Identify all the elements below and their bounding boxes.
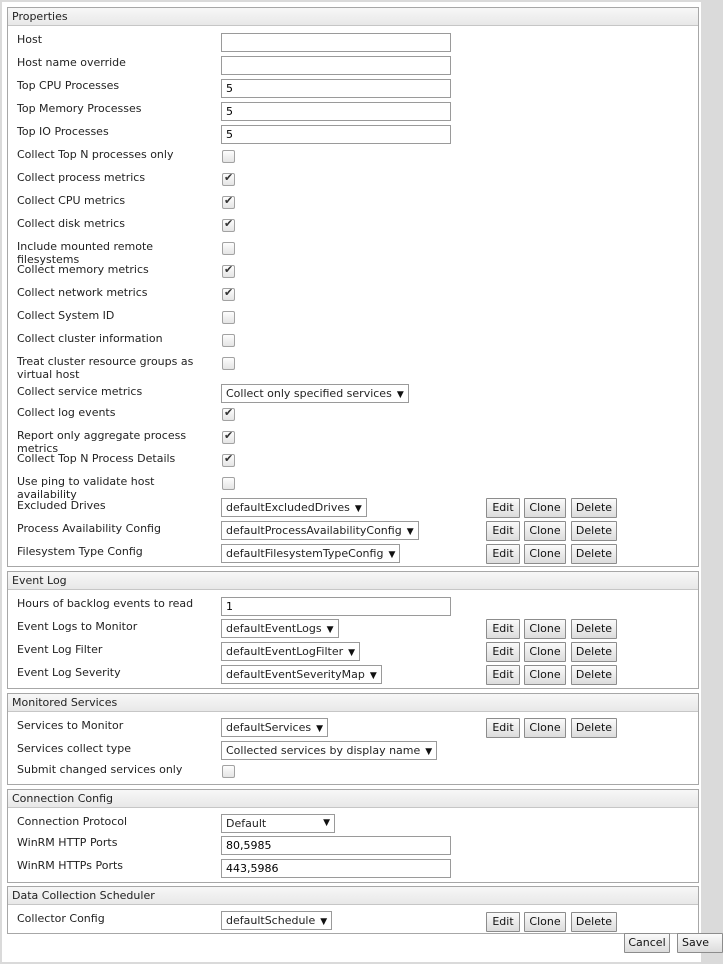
checkmark-icon: ✔ — [224, 171, 234, 184]
chevron-down-icon: ▼ — [326, 625, 334, 635]
checkmark-icon: ✔ — [224, 217, 234, 230]
collector-config-select[interactable] — [221, 911, 332, 930]
fs-type-edit-button[interactable]: Edit — [486, 544, 520, 564]
event-logs-clone-button[interactable]: Clone — [524, 619, 566, 639]
collector-config-value: defaultSchedule — [226, 914, 316, 927]
collect-log-label: Collect log events — [17, 406, 116, 419]
chevron-down-icon: ▼ — [354, 504, 362, 514]
collect-process-label: Collect process metrics — [17, 171, 146, 184]
excluded-drives-value: defaultExcludedDrives — [226, 501, 350, 514]
fs-type-select[interactable] — [221, 544, 400, 563]
event-logs-label: Event Logs to Monitor — [17, 620, 138, 633]
event-filter-select[interactable] — [221, 642, 360, 661]
services-delete-button[interactable]: Delete — [571, 718, 617, 738]
chevron-down-icon: ▼ — [425, 747, 433, 757]
protocol-label: Connection Protocol — [17, 815, 128, 828]
checkmark-icon: ✔ — [224, 429, 234, 442]
checkmark-icon: ✔ — [224, 452, 234, 465]
chevron-down-icon: ▼ — [406, 527, 414, 537]
collect-sysid-label: Collect System ID — [17, 309, 115, 322]
submit-changed-label: Submit changed services only — [17, 763, 183, 776]
chevron-down-icon: ▼ — [320, 917, 328, 927]
collect-cluster-checkbox[interactable] — [222, 334, 235, 347]
excluded-drives-label: Excluded Drives — [17, 499, 106, 512]
collect-service-select[interactable] — [221, 384, 409, 403]
chevron-down-icon: ▼ — [348, 648, 356, 658]
collect-cluster-label: Collect cluster information — [17, 332, 163, 345]
checkmark-icon: ✔ — [224, 194, 234, 207]
use-ping-label: Use ping to validate host availability — [17, 475, 155, 501]
chevron-down-icon: ▼ — [316, 724, 324, 734]
properties-header: Properties — [8, 8, 698, 26]
process-availability-select[interactable] — [221, 521, 419, 540]
include-mounted-label: Include mounted remote filesystems — [17, 240, 154, 266]
collect-sysid-checkbox[interactable] — [222, 311, 235, 324]
scheduler-section — [7, 886, 699, 934]
collect-network-label: Collect network metrics — [17, 286, 148, 299]
winrm-http-label: WinRM HTTP Ports — [17, 836, 118, 849]
checkmark-icon: ✔ — [224, 286, 234, 299]
protocol-select[interactable] — [221, 814, 335, 833]
event-logs-delete-button[interactable]: Delete — [571, 619, 617, 639]
event-log-header: Event Log — [8, 572, 698, 590]
connection-config-section — [7, 789, 699, 883]
event-logs-select[interactable] — [221, 619, 339, 638]
collect-topn-only-label: Collect Top N processes only — [17, 148, 174, 161]
monitored-services-section — [7, 693, 699, 785]
protocol-value: Default — [226, 817, 267, 830]
top-memory-input[interactable] — [221, 102, 451, 121]
excluded-drives-select[interactable] — [221, 498, 367, 517]
fs-type-clone-button[interactable]: Clone — [524, 544, 566, 564]
properties-section — [7, 7, 699, 567]
scheduler-header: Data Collection Scheduler — [8, 887, 698, 905]
collector-config-label: Collector Config — [17, 912, 105, 925]
process-availability-edit-button[interactable]: Edit — [486, 521, 520, 541]
collect-service-label: Collect service metrics — [17, 385, 143, 398]
collect-memory-label: Collect memory metrics — [17, 263, 149, 276]
collect-log-checkbox[interactable] — [222, 408, 235, 421]
connection-config-header: Connection Config — [8, 790, 698, 808]
collect-type-label: Services collect type — [17, 742, 131, 755]
event-filter-label: Event Log Filter — [17, 643, 103, 656]
services-select[interactable] — [221, 718, 328, 737]
backlog-label: Hours of backlog events to read — [17, 597, 194, 610]
services-value: defaultServices — [226, 721, 312, 734]
cancel-button[interactable]: Cancel — [624, 933, 670, 953]
top-cpu-input[interactable] — [221, 79, 451, 98]
fs-type-value: defaultFilesystemTypeConfig — [226, 547, 384, 560]
collect-disk-checkbox[interactable] — [222, 219, 235, 232]
host-label: Host — [17, 33, 43, 46]
event-severity-clone-button[interactable]: Clone — [524, 665, 566, 685]
excluded-drives-delete-button[interactable]: Delete — [571, 498, 617, 518]
checkmark-icon: ✔ — [224, 406, 234, 419]
collect-network-checkbox[interactable] — [222, 288, 235, 301]
event-logs-edit-button[interactable]: Edit — [486, 619, 520, 639]
event-filter-value: defaultEventLogFilter — [226, 645, 344, 658]
top-io-input[interactable] — [221, 125, 451, 144]
collect-service-value: Collect only specified services — [226, 387, 392, 400]
include-mounted-checkbox[interactable] — [222, 242, 235, 255]
report-aggregate-label: Report only aggregate process metrics — [17, 429, 187, 455]
monitored-services-header: Monitored Services — [8, 694, 698, 712]
collector-config-delete-button[interactable]: Delete — [571, 912, 617, 932]
host-input[interactable] — [221, 33, 451, 52]
excluded-drives-clone-button[interactable]: Clone — [524, 498, 566, 518]
event-logs-value: defaultEventLogs — [226, 622, 322, 635]
chevron-down-icon: ▼ — [388, 550, 396, 560]
services-clone-button[interactable]: Clone — [524, 718, 566, 738]
process-availability-value: defaultProcessAvailabilityConfig — [226, 524, 402, 537]
fs-type-delete-button[interactable]: Delete — [571, 544, 617, 564]
services-label: Services to Monitor — [17, 719, 124, 732]
event-filter-edit-button[interactable]: Edit — [486, 642, 520, 662]
host-override-input[interactable] — [221, 56, 451, 75]
event-severity-select[interactable] — [221, 665, 382, 684]
process-availability-delete-button[interactable]: Delete — [571, 521, 617, 541]
collect-disk-label: Collect disk metrics — [17, 217, 125, 230]
chevron-down-icon: ▼ — [369, 671, 377, 681]
process-availability-label: Process Availability Config — [17, 522, 161, 535]
services-edit-button[interactable]: Edit — [486, 718, 520, 738]
top-io-label: Top IO Processes — [17, 125, 109, 138]
report-aggregate-checkbox[interactable] — [222, 431, 235, 444]
chevron-down-icon: ▼ — [396, 390, 404, 400]
event-filter-delete-button[interactable]: Delete — [571, 642, 617, 662]
host-override-label: Host name override — [17, 56, 126, 69]
event-log-section — [7, 571, 699, 689]
checkmark-icon: ✔ — [224, 263, 234, 276]
process-availability-clone-button[interactable]: Clone — [524, 521, 566, 541]
treat-cluster-label: Treat cluster resource groups as virtual host — [17, 355, 194, 381]
submit-changed-checkbox[interactable] — [222, 765, 235, 778]
collect-cpu-checkbox[interactable] — [222, 196, 235, 209]
event-severity-edit-button[interactable]: Edit — [486, 665, 520, 685]
top-memory-label: Top Memory Processes — [17, 102, 142, 115]
fs-type-label: Filesystem Type Config — [17, 545, 143, 558]
collector-config-clone-button[interactable]: Clone — [524, 912, 566, 932]
backlog-input[interactable] — [221, 597, 451, 616]
chevron-down-icon: ▼ — [323, 818, 330, 828]
collect-cpu-label: Collect CPU metrics — [17, 194, 126, 207]
event-severity-label: Event Log Severity — [17, 666, 121, 679]
collect-topn-details-checkbox[interactable] — [222, 454, 235, 467]
treat-cluster-checkbox[interactable] — [222, 357, 235, 370]
collect-process-checkbox[interactable] — [222, 173, 235, 186]
collector-config-edit-button[interactable]: Edit — [486, 912, 520, 932]
event-severity-delete-button[interactable]: Delete — [571, 665, 617, 685]
dialog-frame — [2, 2, 710, 962]
save-button[interactable]: Save — [677, 933, 723, 953]
top-cpu-label: Top CPU Processes — [17, 79, 120, 92]
collect-type-value: Collected services by display name — [226, 744, 421, 757]
use-ping-checkbox[interactable] — [222, 477, 235, 490]
winrm-https-input[interactable] — [221, 859, 451, 878]
collect-topn-details-label: Collect Top N Process Details — [17, 452, 176, 465]
collect-memory-checkbox[interactable] — [222, 265, 235, 278]
winrm-http-input[interactable] — [221, 836, 451, 855]
collect-topn-only-checkbox[interactable] — [222, 150, 235, 163]
event-severity-value: defaultEventSeverityMap — [226, 668, 365, 681]
event-filter-clone-button[interactable]: Clone — [524, 642, 566, 662]
winrm-https-label: WinRM HTTPs Ports — [17, 859, 124, 872]
excluded-drives-edit-button[interactable]: Edit — [486, 498, 520, 518]
collect-type-select[interactable] — [221, 741, 437, 760]
